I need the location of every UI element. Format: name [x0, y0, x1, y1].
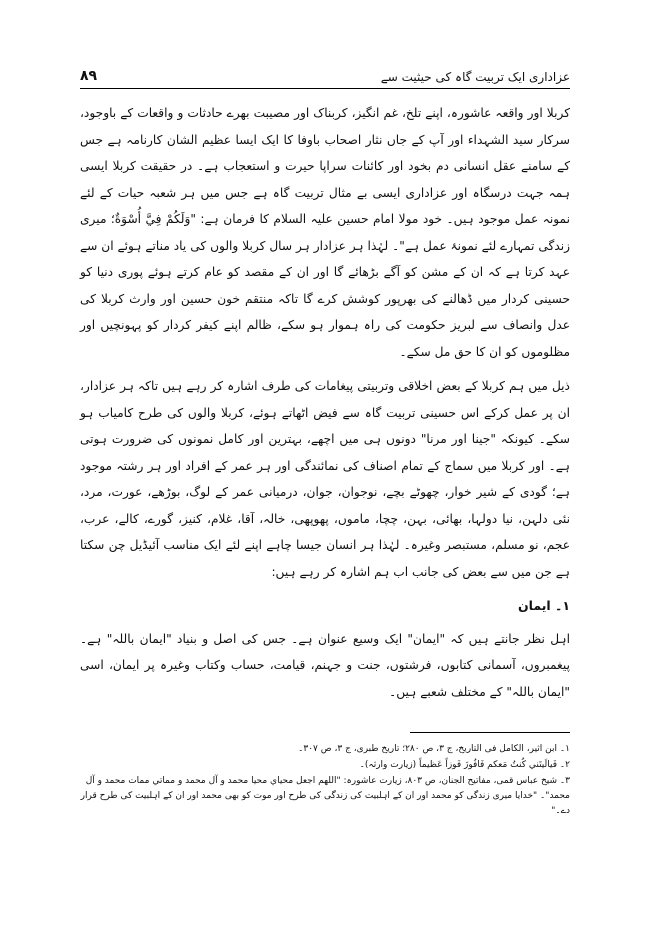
header-rule [80, 88, 570, 89]
running-title: عزاداری ایک تربیت گاہ کی حیثیت سے [380, 70, 570, 84]
footnote-rule [410, 732, 570, 733]
section-heading: ۱۔ ایمان [517, 598, 570, 613]
page-number: ۸۹ [80, 68, 98, 84]
footnotes [80, 742, 570, 820]
page-header [80, 62, 570, 84]
paragraph-2: ذیل میں ہم کربلا کے بعض اخلاقی وتربیتی پیغامات کی طرف اشارہ کر رہے ہیں تاکہ ہر عزادار، ان پر عمل کرکے اس حسینی تربیت گاہ سے فیض اٹھاتے ہوئے، کربلا والوں کی طرح کامیاب ہو سکے۔ کیونکہ "جینا اور مرنا" دونوں ہی میں اچھے، بہترین اور کامل نمونوں کی ضرورت ہوتی ہے۔ اور کربلا میں سماج کے تمام اصناف کی نمائندگی اور ہر عمر کے افراد اور ہر رشتہ موجود ہے؛ گودی کے شیر خوار، چھوٹے بچے، نوجوان، جوان، درمیانی عمر کے لوگ، بوڑھے، عورت، مرد، نئی دلہن، نیا دولہا، بھائی، بہن، چچا، ماموں، پھوپھی، خالہ، آقا، غلام، کنیز، گورے، کالے، عرب، عجم، نو مسلم، مستبصر وغیرہ۔ لہٰذا ہر انسان جیسا چاہے اپنے لئے ایک مناسب آئیڈیل چن سکتا ہے جن میں سے بعض کی جانب اب ہم اشارہ کر رہے ہیں: [80, 379, 570, 579]
paragraph-3: اہل نظر جانتے ہیں کہ "ایمان" ایک وسیع عنوان ہے۔ جس کی اصل و بنیاد "ایمان باللہ" ہے۔ پیغمبروں، آسمانی کتابوں، فرشتوں، جنت و جہنم، قیامت، حساب وکتاب وغیرہ پر ایمان، اسی "ایمان باللہ" کے مختلف شعبے ہیں۔ [80, 631, 570, 699]
footnote-1: ۱۔ ابن اثیر، الکامل فی التاریخ، ج ۳، ص ۲۸۰؛ تاریخ طبری، ج ۳، ص ۳۰۷۔ [298, 744, 570, 754]
footnote-3: ۳۔ شیخ عباس قمی، مفاتیح الجنان، ص ۸۰۳، زیارت عاشورہ: "اللهم اجعل محياي محيا محمد و آل محمد و مماتي ممات محمد و آل محمد"۔ "خدایا میری زندگی کو محمد اور ان کے اہلبیت کی زندگی کی طرح اور موت کو بھی محمد اور ان کے اہلبیت کی طرح قرار دے۔" [80, 776, 570, 816]
main-text [80, 100, 570, 713]
footnote-2: ۲۔ فَيالَيتَني كُنتُ مَعكم فَافُوزَ فَوزاً عَظيماً (زیارت وارثہ)۔ [359, 760, 570, 770]
paragraph-1: کربلا اور واقعہ عاشورہ، اپنے تلخ، غم انگیز، کربناک اور مصیبت بھرے حادثات و واقعات کے باوجود، سرکار سید الشہداء اور آپ کے جاں نثار اصحاب باوفا کا ایک ایسا عظیم الشان کارنامہ ہے جس کے سامنے عقل انسانی دم بخود اور کائنات سراپا حیرت و استعجاب ہے۔ در حقیقت کربلا ایسی ہمہ جہت درسگاہ اور عزاداری ایسی بے مثال تربیت گاہ ہے جس میں ہر شعبہ حیات کے لئے نمونہ عمل موجود ہیں۔ خود مولا امام حسین علیہ السلام کا فرمان ہے: "وَلَكُمْ فِيَّ أُسْوَةٌ؛ میری زندگی تمہارے لئے نمونۂ عمل ہے"۔ لہٰذا ہر عزادار ہر سال کربلا والوں کی یاد مناتے ہوئے ان سے عہد کرتا ہے کہ ان کے مشن کو آگے بڑھائے گا اور ان کے مقصد کو عام کرتے ہوئے پوری دنیا کو حسینی کردار میں ڈھالنے کی بھرپور کوشش کرے گا تاکہ منتقم خون حسین اور وارث کربلا کی عدل وانصاف سے لبریز حکومت کی راہ ہموار ہو سکے، ظالم اپنے کیفر کردار کو پہونچیں اور مظلوموں کو ان کا حق مل سکے۔ [80, 106, 570, 359]
